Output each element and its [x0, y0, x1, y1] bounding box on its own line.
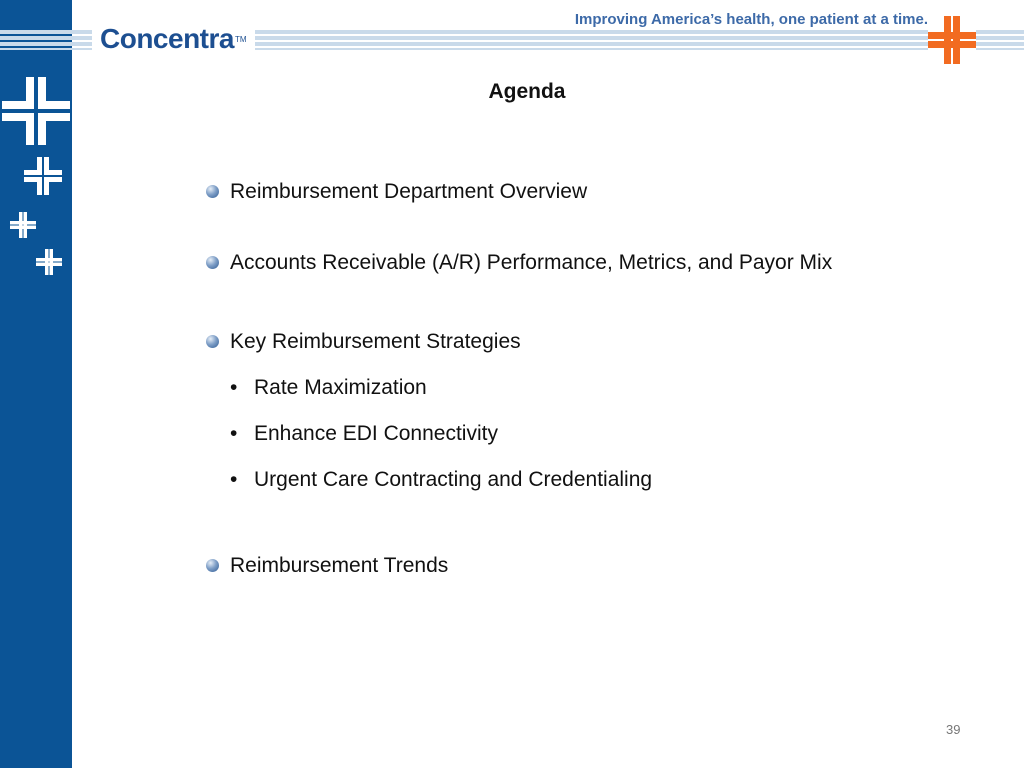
- agenda-sub-item: [204, 372, 864, 403]
- agenda-sub-item: [204, 418, 864, 449]
- sphere-bullet-icon: [206, 335, 219, 348]
- agenda-list: [204, 176, 864, 581]
- concentra-cross-icon: [36, 249, 62, 275]
- agenda-sub-item: [204, 464, 864, 495]
- page-number: 39: [946, 722, 961, 737]
- concentra-cross-icon: [928, 16, 976, 64]
- agenda-item: [204, 326, 864, 357]
- logo-text: Concentra: [100, 23, 234, 54]
- agenda-item-text: Reimbursement Trends: [230, 554, 449, 577]
- agenda-item-text: Accounts Receivable (A/R) Performance, Metrics, and Payor Mix: [230, 251, 833, 274]
- agenda-item-text: Reimbursement Department Overview: [230, 180, 588, 203]
- sub-bullet-dot: •: [230, 376, 238, 399]
- agenda-item: [204, 176, 864, 207]
- concentra-cross-icon: [10, 212, 36, 238]
- sphere-bullet-icon: [206, 256, 219, 269]
- tagline: Improving America’s health, one patient at a time.: [571, 11, 932, 28]
- slide-title: Agenda: [488, 80, 566, 103]
- logo-trademark: TM: [234, 34, 247, 44]
- concentra-cross-icon: [24, 157, 62, 195]
- sub-bullet-dot: •: [230, 422, 238, 445]
- agenda-item: [204, 550, 864, 581]
- agenda-item-text: Key Reimbursement Strategies: [230, 330, 521, 353]
- sphere-bullet-icon: [206, 559, 219, 572]
- agenda-sub-item-text: Urgent Care Contracting and Credentialing: [254, 468, 653, 491]
- left-brand-bar: [0, 0, 72, 768]
- agenda-sub-item-text: Rate Maximization: [254, 376, 427, 399]
- agenda-item: [204, 247, 864, 278]
- agenda-sub-item-text: Enhance EDI Connectivity: [254, 422, 498, 445]
- sphere-bullet-icon: [206, 185, 219, 198]
- concentra-logo: [92, 22, 255, 56]
- sub-bullet-dot: •: [230, 468, 238, 491]
